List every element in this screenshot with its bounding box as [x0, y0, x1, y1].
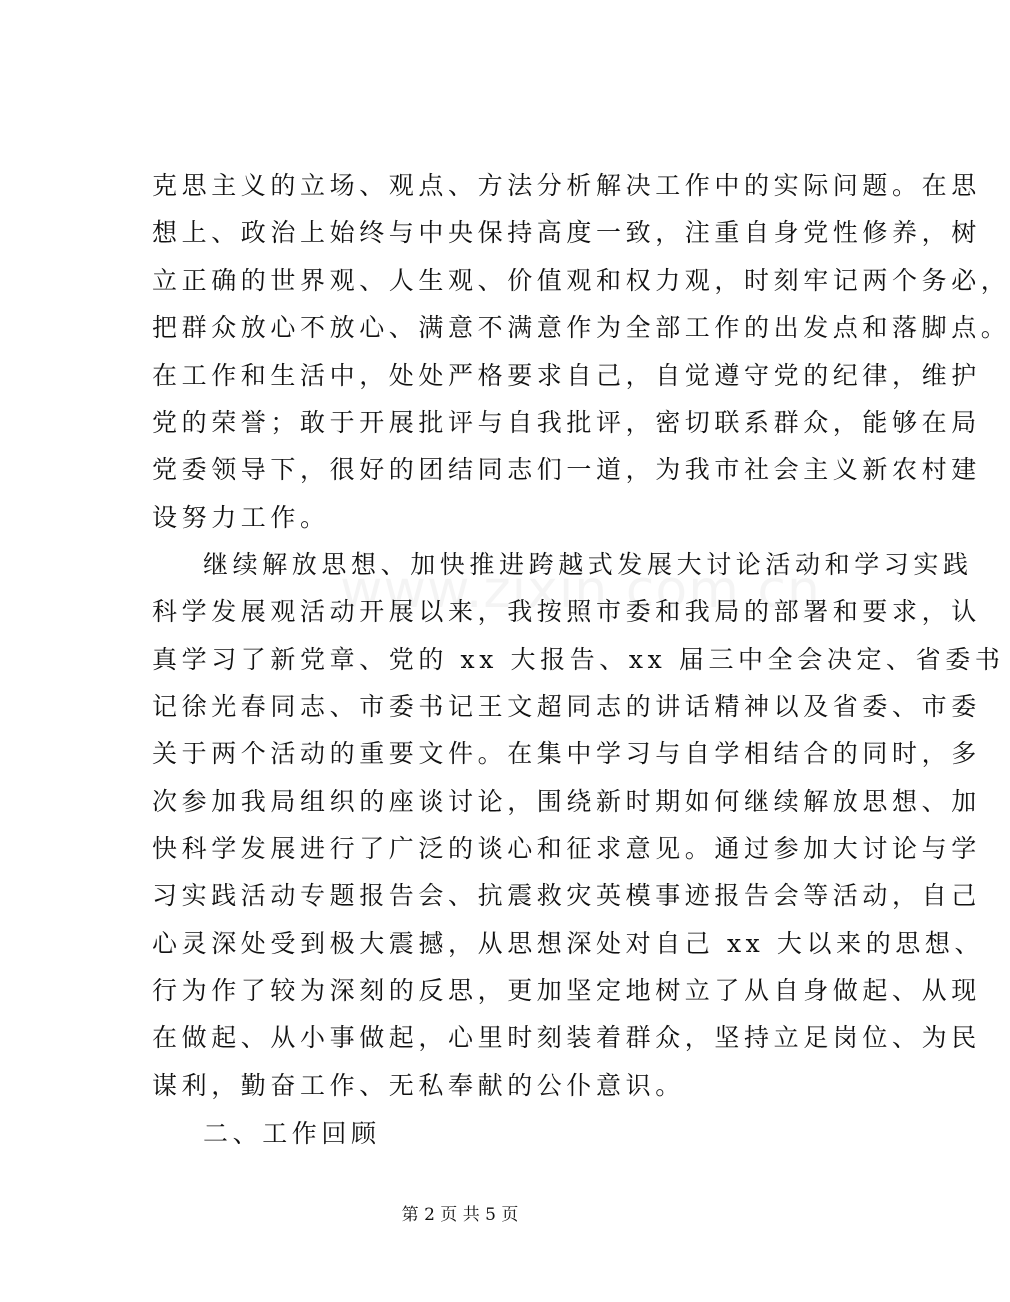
paragraph-2-line-11: 在做起、从小事做起，心里时刻装着群众，坚持立足岗位、为民: [152, 1023, 981, 1052]
paragraph-2-line-8: 习实践活动专题报告会、抗震救灾英模事迹报告会等活动，自己: [152, 881, 981, 910]
paragraph-2-line-12: 谋利，勤奋工作、无私奉献的公仆意识。: [152, 1071, 685, 1100]
paragraph-2-line-6: 次参加我局组织的座谈讨论，围绕新时期如何继续解放思想、加: [152, 787, 981, 816]
paragraph-2-line-3: 真学习了新党章、党的 xx 大报告、xx 届三中全会决定、省委书: [152, 645, 1005, 674]
paragraph-2-line-1: 继续解放思想、加快推进跨越式发展大讨论活动和学习实践: [203, 550, 973, 579]
paragraph-1-line-7: 党委领导下，很好的团结同志们一道，为我市社会主义新农村建: [152, 455, 981, 484]
paragraph-1-line-5: 在工作和生活中，处处严格要求自己，自觉遵守党的纪律，维护: [152, 361, 981, 390]
paragraph-1-line-8: 设努力工作。: [152, 503, 330, 532]
paragraph-2-line-2: 科学发展观活动开展以来，我按照市委和我局的部署和要求，认: [152, 597, 981, 626]
paragraph-2-line-7: 快科学发展进行了广泛的谈心和征求意见。通过参加大讨论与学: [152, 834, 981, 863]
paragraph-1-line-6: 党的荣誉；敢于开展批评与自我批评，密切联系群众，能够在局: [152, 408, 981, 437]
section-heading-work-review: 二、工作回顾: [203, 1119, 381, 1148]
paragraph-2-line-5: 关于两个活动的重要文件。在集中学习与自学相结合的同时，多: [152, 739, 981, 768]
paragraph-1-line-4: 把群众放心不放心、满意不满意作为全部工作的出发点和落脚点。: [152, 313, 1010, 342]
paragraph-1-line-3: 立正确的世界观、人生观、价值观和权力观，时刻牢记两个务必，: [152, 266, 1010, 295]
page-footer: 第 2 页 共 5 页: [401, 1205, 519, 1225]
paragraph-2-line-4: 记徐光春同志、市委书记王文超同志的讲话精神以及省委、市委: [152, 692, 981, 721]
paragraph-2-line-10: 行为作了较为深刻的反思，更加坚定地树立了从自身做起、从现: [152, 976, 981, 1005]
paragraph-1-line-2: 想上、政治上始终与中央保持高度一致，注重自身党性修养，树: [152, 218, 981, 247]
paragraph-1-line-1: 克思主义的立场、观点、方法分析解决工作中的实际问题。在思: [152, 171, 981, 200]
paragraph-2-line-9: 心灵深处受到极大震撼，从思想深处对自己 xx 大以来的思想、: [152, 929, 985, 958]
